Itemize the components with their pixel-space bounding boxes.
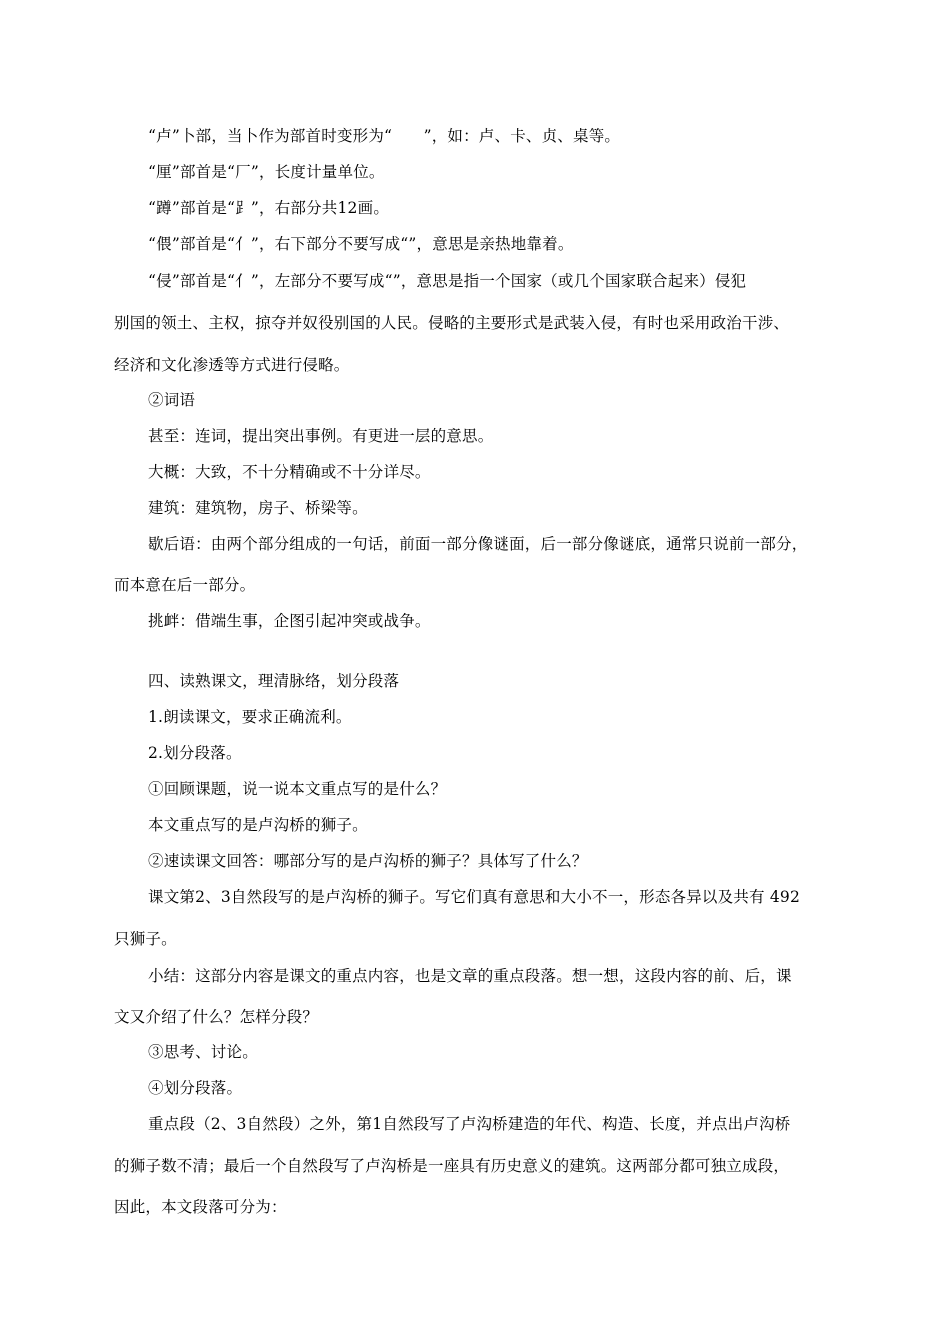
answer-2-line-1: 课文第2、3自然段写的是卢沟桥的狮子。写它们真有意思和大小不一，形态各异以及共有 492: [148, 888, 801, 906]
char-note-wei: “偎”部首是“亻”，右下部分不要写成“”，意思是亲热地靠着。: [148, 235, 574, 253]
vocab-shenzhi: 甚至：连词，提出突出事例。有更进一层的意思。: [148, 427, 494, 445]
answer-1: 本文重点写的是卢沟桥的狮子。: [148, 816, 368, 834]
step-2: 2.划分段落。: [148, 744, 242, 762]
char-note-li: “厘”部首是“厂”，长度计量单位。: [148, 163, 385, 181]
question-3: ③思考、讨论。: [148, 1043, 258, 1061]
vocab-xiehouyu-line-1: 歇后语：由两个部分组成的一句话，前面一部分像谜面，后一部分像谜底，通常只说前一部分，: [148, 535, 808, 553]
char-note-qin-line-1: “侵”部首是“亻”，左部分不要写成“”，意思是指一个国家（或几个国家联合起来）侵犯: [148, 272, 747, 290]
vocab-tiaoxin: 挑衅：借端生事，企图引起冲突或战争。: [148, 612, 431, 630]
conclusion-line-3: 因此，本文段落可分为：: [114, 1198, 287, 1216]
vocab-dagai: 大概：大致，不十分精确或不十分详尽。: [148, 463, 431, 481]
char-note-qin-line-3: 经济和文化渗透等方式进行侵略。: [114, 356, 350, 374]
step-1: 1.朗读课文，要求正确流利。: [148, 708, 352, 726]
conclusion-line-1: 重点段（2、3自然段）之外，第1自然段写了卢沟桥建造的年代、构造、长度，并点出卢沟桥: [148, 1115, 791, 1133]
question-1: ①回顾课题，说一说本文重点写的是什么？: [148, 780, 447, 798]
vocab-heading: ②词语: [148, 391, 196, 409]
summary-line-2: 文又介绍了什么？怎样分段？: [114, 1008, 319, 1026]
section-heading: 四、读熟课文，理清脉络，划分段落: [148, 672, 400, 690]
char-note-lu: “卢”卜部，当卜作为部首时变形为“ ”，如：卢、卡、贞、桌等。: [148, 127, 621, 145]
question-2: ②速读课文回答：哪部分写的是卢沟桥的狮子？具体写了什么？: [148, 852, 588, 870]
answer-2-line-2: 只狮子。: [114, 930, 177, 948]
question-4: ④划分段落。: [148, 1079, 243, 1097]
conclusion-line-2: 的狮子数不清；最后一个自然段写了卢沟桥是一座具有历史意义的建筑。这两部分都可独立成段，: [114, 1157, 790, 1175]
char-note-dun: “蹲”部首是“⻊”，右部分共12画。: [148, 199, 390, 217]
vocab-jianzhu: 建筑：建筑物，房子、桥梁等。: [148, 499, 368, 517]
summary-line-1: 小结：这部分内容是课文的重点内容，也是文章的重点段落。想一想，这段内容的前、后，课: [148, 967, 792, 985]
char-note-qin-line-2: 别国的领土、主权，掠夺并奴役别国的人民。侵略的主要形式是武装入侵，有时也采用政治干涉、: [114, 314, 790, 332]
vocab-xiehouyu-line-2: 而本意在后一部分。: [114, 576, 256, 594]
